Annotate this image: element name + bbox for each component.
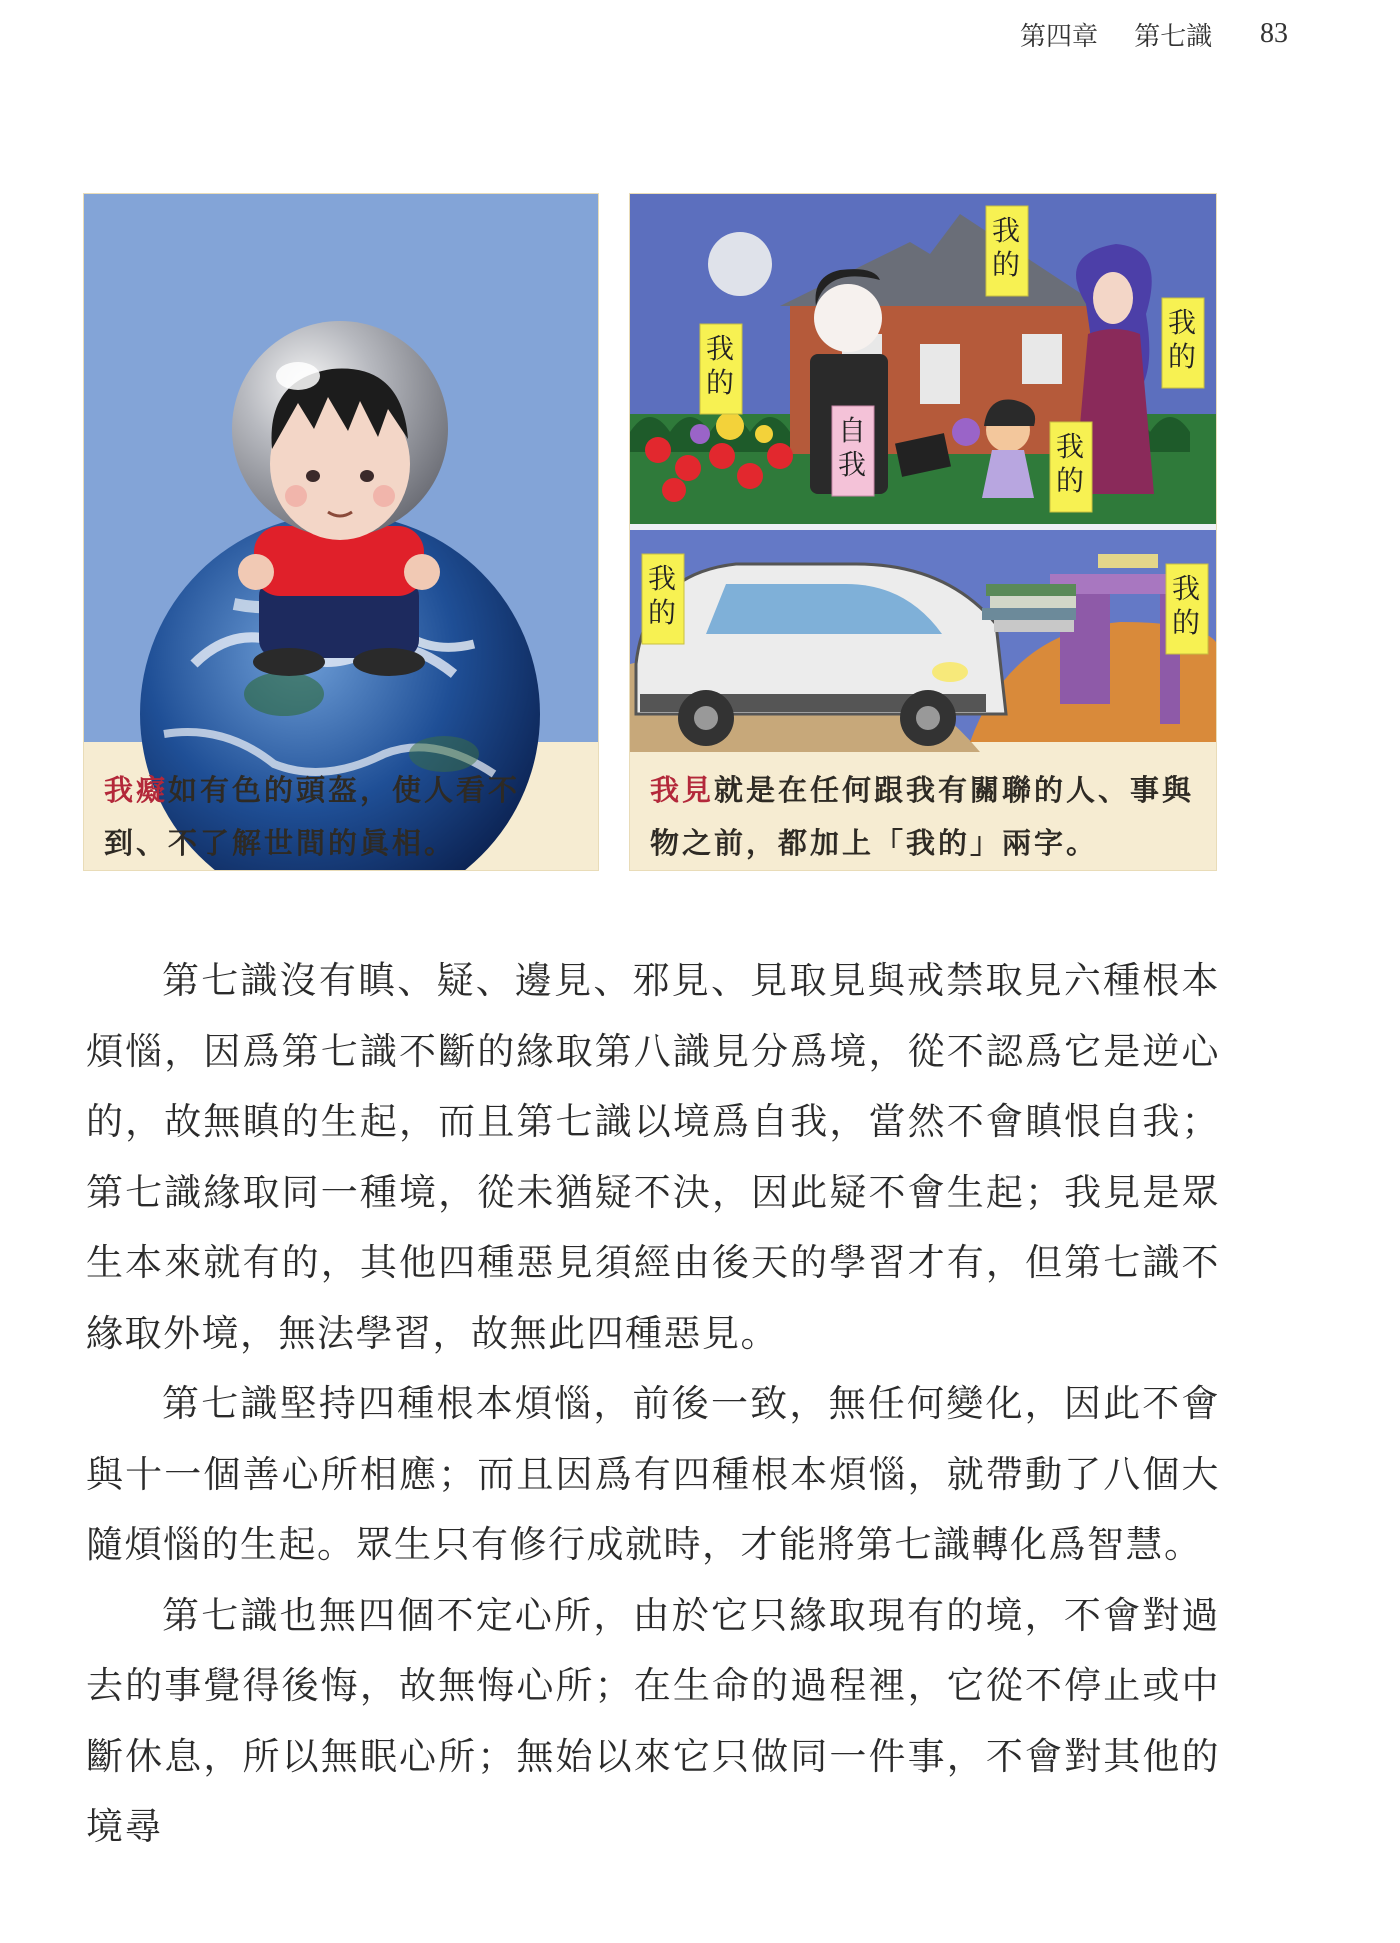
caption-text: 如有色的頭盔，使人看不到、不了解世間的眞相。 (104, 773, 521, 860)
paragraph: 第七識沒有瞋、疑、邊見、邪見、見取見與戒禁取見六種根本煩惱，因爲第七識不斷的緣取第八識見分爲境，從不認爲它是逆心的，故無瞋的生起，而且第七識以境爲自我，當然不會瞋恨自我；第七識緣取同一種境，從未猶疑不決，因此疑不會生起；我見是眾生本來就有的，其他四種惡見須經由後天的學習才有，但第七識不緣取外境，無法學習，故無此四種惡見。 (86, 959, 1220, 1355)
mine-tag (642, 554, 684, 644)
figure-ignorance (84, 194, 598, 870)
paragraph: 第七識也無四個不定心所，由於它只緣取現有的境，不會對過去的事覺得後悔，故無悔心所；在生命的過程裡，它從不停止或中斷休息，所以無眠心所；無始以來它只做同一件事，不會對其他的境尋 (86, 1593, 1220, 1848)
figure-self-view (630, 194, 1216, 870)
svg-text:我的: 我的 (1056, 430, 1085, 497)
paragraph: 第七識堅持四種根本煩惱，前後一致，無任何變化，因此不會與十一個善心所相應；而且因爲有四種根本煩惱，就帶動了八個大隨煩惱的生起。眾生只有修行成就時，才能將第七識轉化爲智慧。 (86, 1382, 1220, 1566)
svg-text:我的: 我的 (648, 562, 677, 629)
caption-ignorance (104, 764, 584, 870)
mine-tag (1162, 298, 1204, 388)
caption-keyword: 我見 (650, 773, 715, 807)
mine-tag (1166, 564, 1208, 654)
running-header (1020, 16, 1288, 53)
self-tag (832, 406, 874, 496)
svg-text:我的: 我的 (1172, 572, 1201, 639)
svg-text:自我: 自我 (838, 414, 867, 481)
page-number: 83 (1260, 18, 1288, 49)
svg-text:我的: 我的 (992, 214, 1021, 281)
body-text (86, 946, 1220, 1863)
caption-self-view (650, 764, 1202, 870)
mine-tag (700, 324, 742, 414)
svg-text:我的: 我的 (1168, 306, 1197, 373)
mine-tag (1050, 422, 1092, 512)
chapter-label: 第四章 (1020, 22, 1099, 52)
svg-text:我的: 我的 (706, 332, 735, 399)
caption-keyword: 我癡 (104, 773, 169, 807)
section-label: 第七識 (1134, 22, 1213, 52)
caption-text: 就是在任何跟我有關聯的人、事與物之前，都加上「我的」兩字。 (650, 773, 1195, 860)
mine-tag (986, 206, 1028, 296)
